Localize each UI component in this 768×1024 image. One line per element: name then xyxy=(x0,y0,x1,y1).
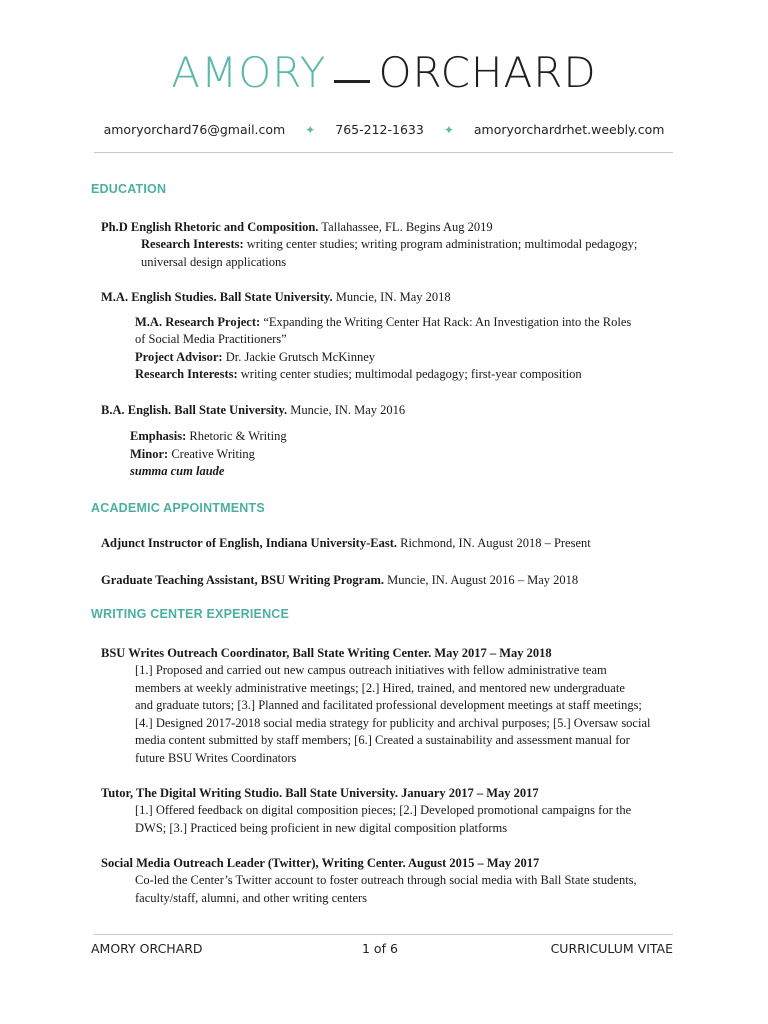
wc-item-description: [1.] Offered feedback on digital composition pieces; [2.] Developed promotional campaigns for the DWS; [3.] Practiced being proficient in new digital composition platforms xyxy=(135,803,632,835)
wc-item-description: Co-led the Center’s Twitter account to foster outreach through social media with Ball State students, faculty/staff, alumni, and other writing centers xyxy=(135,873,637,905)
email[interactable]: amoryorchard76@gmail.com xyxy=(103,122,286,137)
edu-ba-title: B.A. English. Ball State University. Muncie, IN. May 2016 xyxy=(101,403,406,417)
edu-ma-title: M.A. English Studies. Ball State University. Muncie, IN. May 2018 xyxy=(101,290,451,304)
wc-item-title: Social Media Outreach Leader (Twitter), Writing Center. August 2015 – May 2017 xyxy=(101,856,540,870)
name-heading xyxy=(0,48,768,97)
edu-ma-interests: Research Interests: writing center studies; multimodal pedagogy; first-year composition xyxy=(135,367,582,381)
edu-phd-title: Ph.D English Rhetoric and Composition. Tallahassee, FL. Begins Aug 2019 xyxy=(101,220,493,234)
wc-item-title: BSU Writes Outreach Coordinator, Ball State Writing Center. May 2017 – May 2018 xyxy=(101,646,552,660)
appointment-item: Adjunct Instructor of English, Indiana University-East. Richmond, IN. August 2018 – Present xyxy=(101,536,591,550)
phone: 765-212-1633 xyxy=(335,122,424,137)
section-heading-education: EDUCATION xyxy=(91,182,167,196)
wc-item-title: Tutor, The Digital Writing Studio. Ball State University. January 2017 – May 2017 xyxy=(101,786,539,800)
first-name: AMORY xyxy=(171,48,327,97)
edu-ma-advisor: Project Advisor: Dr. Jackie Grutsch McKinney xyxy=(135,350,375,364)
separator-icon: ✦ xyxy=(305,123,316,137)
last-name: ORCHARD xyxy=(378,48,597,97)
footer-rule xyxy=(94,934,673,935)
edu-ba-emphasis: Emphasis: Rhetoric & Writing xyxy=(130,429,287,443)
header-rule xyxy=(94,152,673,153)
footer-name: AMORY ORCHARD xyxy=(91,941,203,956)
edu-phd-interests-cont: universal design applications xyxy=(141,255,287,269)
section-heading-writing-center: WRITING CENTER EXPERIENCE xyxy=(91,607,290,621)
footer-doc-title: CURRICULUM VITAE xyxy=(550,941,673,956)
separator-icon: ✦ xyxy=(443,123,454,137)
edu-phd-interests: Research Interests: writing center studies; writing program administration; multimodal pedagogy; xyxy=(141,237,638,251)
edu-ba-honors: summa cum laude xyxy=(130,464,225,478)
edu-ma-project: M.A. Research Project: “Expanding the Writing Center Hat Rack: An Investigation into the Roles xyxy=(135,315,632,329)
website[interactable]: amoryorchardrhet.weebly.com xyxy=(473,122,665,137)
edu-ma-project-cont: of Social Media Practitioners” xyxy=(135,332,287,346)
wc-item-description: [1.] Proposed and carried out new campus outreach initiatives with fellow administrative team members at weekly administrative meetings; [2.] Hired, trained, and mentored new undergraduate and graduate tutors; [3.] Planned and facilitated professional development meetings at staff meetings; [4.] Designed 2017-2018 social media strategy for publicity and archival purposes; [5.] Oversaw social media content submitted by staff members; [6.] Created a sustainability and assessment manual for future BSU Writes Coordinators xyxy=(135,663,651,765)
edu-ba-minor: Minor: Creative Writing xyxy=(130,447,255,461)
appointment-item: Graduate Teaching Assistant, BSU Writing Program. Muncie, IN. August 2016 – May 2018 xyxy=(101,573,579,587)
section-heading-appointments: ACADEMIC APPOINTMENTS xyxy=(91,501,265,515)
name-dash xyxy=(334,80,370,83)
footer-page-number: 1 of 6 xyxy=(362,941,398,956)
contact-line xyxy=(0,122,768,137)
